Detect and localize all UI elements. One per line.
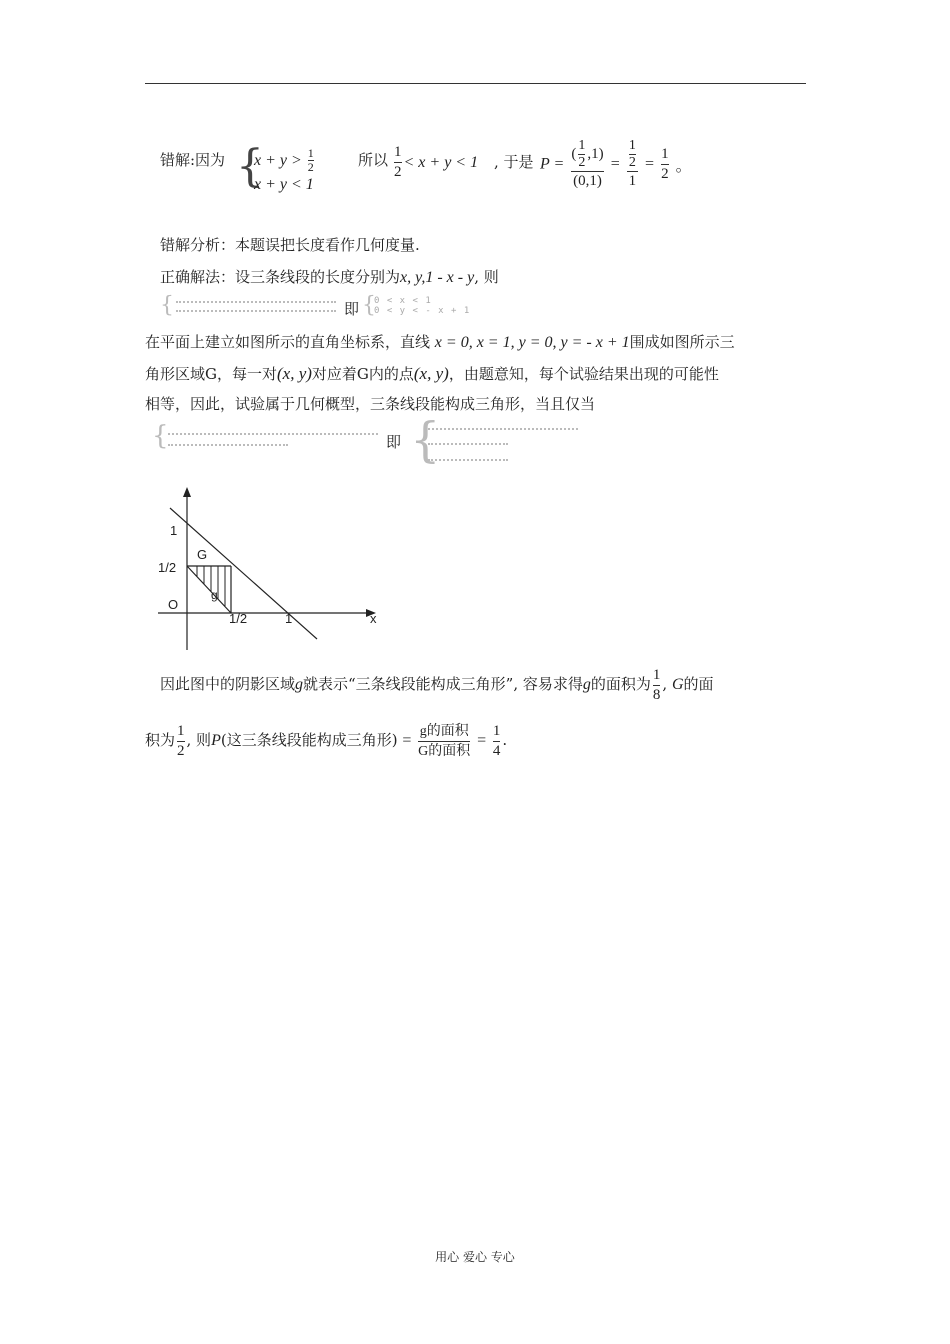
correct-text: 正确解法：设三条线段的长度分别为 xyxy=(160,268,401,286)
origin-label: O xyxy=(168,597,179,612)
frac-den: 2 xyxy=(661,166,669,182)
concl-text: 的面 xyxy=(683,675,714,693)
faint-system-3 xyxy=(152,421,382,455)
conclusion-line-2 xyxy=(145,720,507,761)
frac-den: 8 xyxy=(652,686,661,703)
triangle-figure xyxy=(150,485,390,655)
frac-num: 1 xyxy=(661,146,669,162)
ji-text-2: 即 xyxy=(386,433,402,451)
brace: { xyxy=(410,412,441,468)
para-line-1 xyxy=(145,332,735,353)
brace: { xyxy=(236,141,264,192)
system-row-2: 0 < y < - x + 1 xyxy=(374,306,471,316)
para-text: 围成如图所示三 xyxy=(629,333,735,351)
faint-system-1 xyxy=(160,293,340,321)
equals: = xyxy=(477,732,487,749)
point-xy: (x, y) xyxy=(413,364,449,383)
concl-text: , 则 xyxy=(186,731,212,749)
frac-den: 2 xyxy=(177,742,185,759)
frac-num: 1 xyxy=(652,666,661,683)
equals: = xyxy=(402,732,412,749)
concl-text: 因此图中的阴影区域 xyxy=(160,675,296,693)
frac-num: 1 xyxy=(177,722,185,739)
concl-text: 的面积为 xyxy=(590,675,651,693)
variables: x, y,1 - x - y xyxy=(400,269,475,286)
line-inner-diagonal xyxy=(187,566,231,613)
frac-num: 1 xyxy=(628,138,636,153)
probability-expression: P = ( $\frac{1}{2}$ ,1) (0,1) = $\frac{\frac{1}{2}}{1}$ = $\frac{1}{2}$ 。 xyxy=(540,138,692,189)
end-mark: 。 xyxy=(675,158,692,175)
faint-system-4 xyxy=(410,412,585,470)
inequality xyxy=(392,143,478,182)
frac-num: 1 xyxy=(307,146,314,160)
frac-den: 2 xyxy=(307,160,314,174)
x-tick-half: 1/2 xyxy=(229,611,248,626)
wrong-analysis: 错解分析：本题误把长度看作几何度量. xyxy=(160,236,420,254)
system-top: x + y > xyxy=(254,152,306,169)
faint-system-2 xyxy=(362,293,502,321)
para-text: 角形区域G，每一对 xyxy=(145,365,277,383)
region-G: G xyxy=(671,676,684,693)
x-tick-one: 1 xyxy=(285,611,293,626)
para-line-3: 相等，因此，试验属于几何概型，三条线段能构成三角形，当且仅当 xyxy=(145,395,596,413)
mid-den: 1 xyxy=(628,173,637,189)
p-den: (0,1) xyxy=(573,173,602,189)
correct-solution-intro xyxy=(160,267,499,288)
pair-xy: (x, y) xyxy=(276,364,312,383)
frac-den: 2 xyxy=(578,155,586,170)
frac-num: 1 xyxy=(394,144,402,160)
region-g-label: g xyxy=(211,588,218,602)
region-g: g xyxy=(295,676,304,693)
lines-equations: x = 0, x = 1, y = 0, y = - x + 1 xyxy=(434,334,630,351)
y-tick-one: 1 xyxy=(170,523,178,538)
para-text: ，由题意知，每个试验结果出现的可能性 xyxy=(448,365,719,383)
concl-text: 就表示“三条线段能构成三角形”, 容易求得 xyxy=(303,675,583,693)
region-G-label: G xyxy=(197,547,208,562)
inequality-rest: < x + y < 1 xyxy=(403,154,479,171)
x-axis-label: x xyxy=(370,611,377,626)
conclusion-line-1 xyxy=(160,664,714,705)
correct-end: , 则 xyxy=(474,268,499,286)
brace: { xyxy=(362,293,376,318)
frac-den: 2 xyxy=(394,164,402,180)
system-row-1: 0 < x < 1 xyxy=(374,296,432,306)
para-text: 在平面上建立如图所示的直角坐标系，直线 xyxy=(145,333,431,351)
then-text: , 于是 xyxy=(494,153,534,171)
header-rule xyxy=(145,83,806,84)
so-text: 所以 xyxy=(358,151,389,169)
footer-text: 用心 爱心 专心 xyxy=(435,1250,515,1264)
y-tick-half: 1/2 xyxy=(158,560,177,575)
ratio-num: g的面积 xyxy=(419,723,469,739)
equals: = xyxy=(644,155,654,173)
brace: { xyxy=(152,421,169,451)
concl-text: (这三条线段能构成三角形) xyxy=(220,731,398,749)
para-line-2 xyxy=(145,364,719,384)
frac-den: 2 xyxy=(628,155,636,170)
concl-text: , xyxy=(662,675,668,693)
end-mark: . xyxy=(502,731,508,749)
p-num-rest: ,1 xyxy=(587,145,599,162)
frac-num: 1 xyxy=(578,138,586,153)
equals: = xyxy=(610,155,620,173)
para-text: 对应着G内的点 xyxy=(311,365,414,383)
ratio-den: G的面积 xyxy=(418,743,471,759)
ji-text: 即 xyxy=(344,300,360,318)
frac-den: 4 xyxy=(492,742,501,759)
y-axis-arrow-icon xyxy=(183,487,191,497)
probability-P: P xyxy=(211,732,221,749)
p-label: P = xyxy=(540,155,565,173)
concl-text: 积为 xyxy=(145,731,176,749)
frac-num: 1 xyxy=(492,722,501,739)
wrong-solution-label: 错解:因为 xyxy=(160,151,226,169)
brace: { xyxy=(160,293,174,318)
system-bottom: x + y < 1 xyxy=(254,176,314,193)
region-g: g xyxy=(582,676,591,693)
